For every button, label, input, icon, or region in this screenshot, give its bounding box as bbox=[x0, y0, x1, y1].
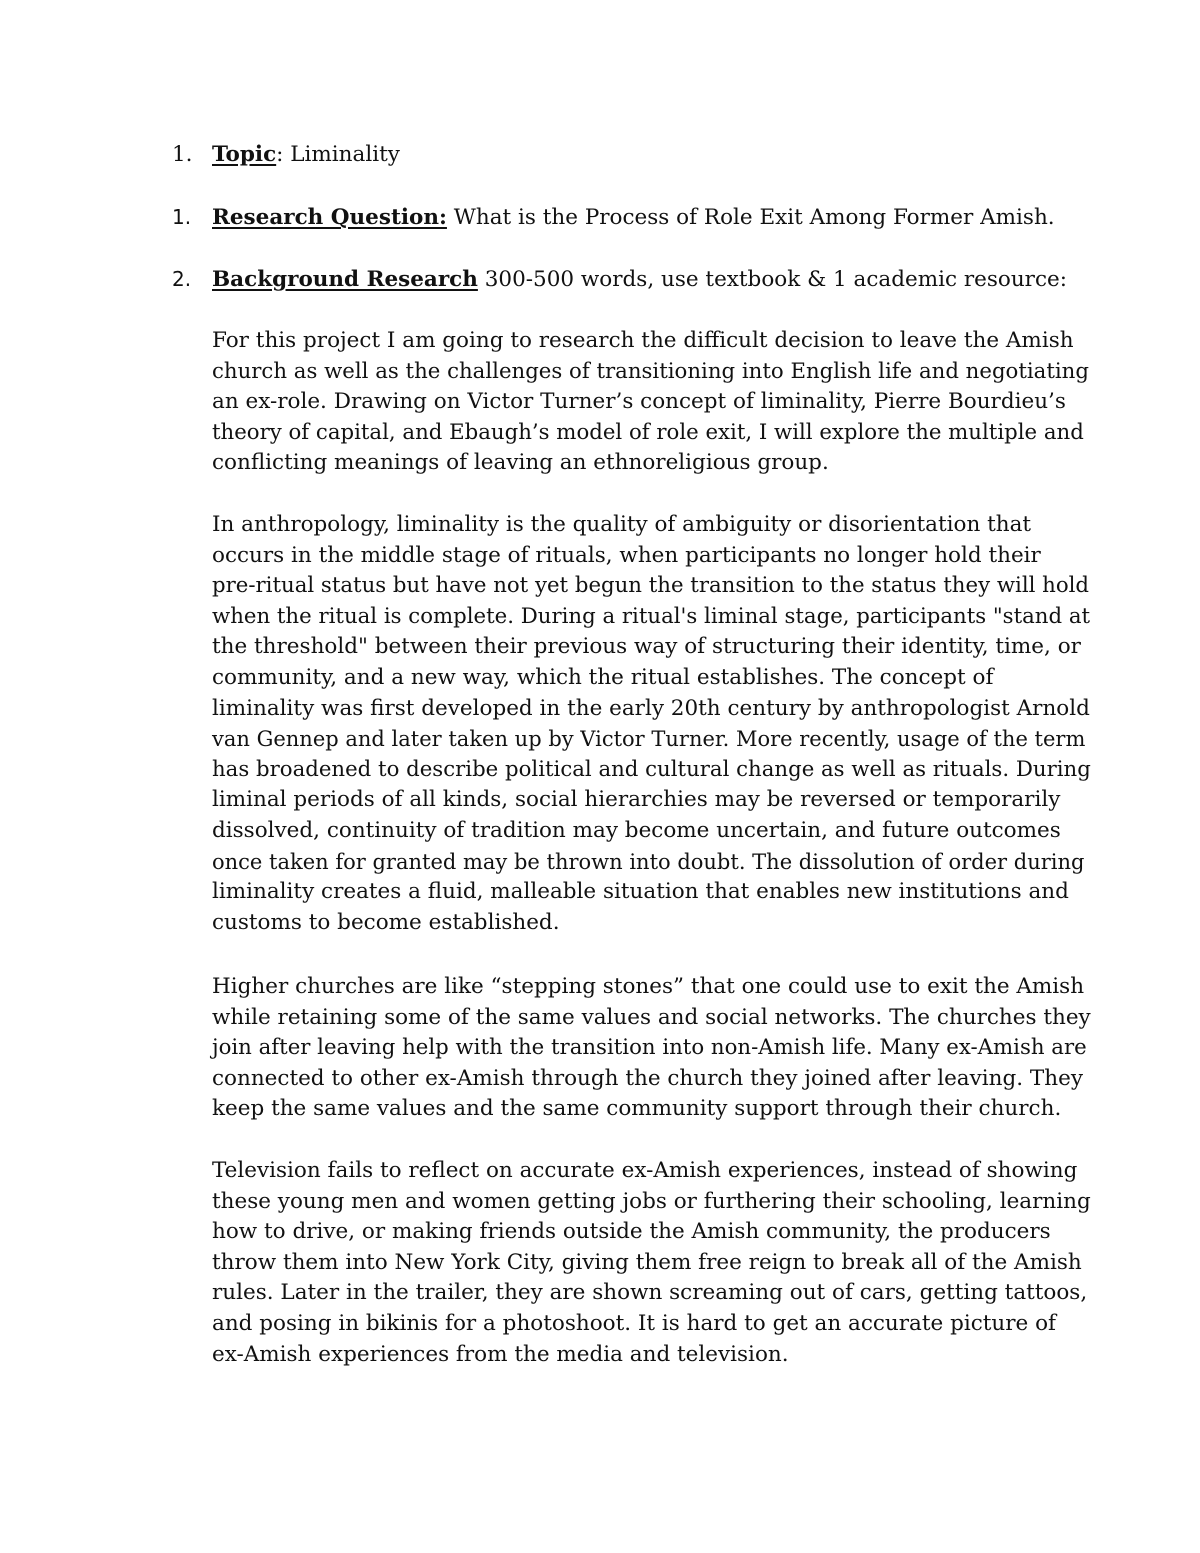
text-line: throw them into New York City, giving them free reign to break all of the Amish bbox=[212, 1249, 1082, 1275]
list-number: 2. bbox=[172, 267, 192, 291]
text-line: connected to other ex-Amish through the church they joined after leaving. They bbox=[212, 1065, 1083, 1091]
paragraph-television bbox=[212, 1156, 1092, 1370]
list-item-background-research bbox=[172, 264, 1067, 295]
text-line: an ex-role. Drawing on Victor Turner’s concept of liminality, Pierre Bourdieu’s bbox=[212, 389, 1066, 415]
text-line: when the ritual is complete. During a ritual's liminal stage, participants "stand at bbox=[212, 603, 1091, 629]
text-line: customs to become established. bbox=[212, 909, 560, 935]
background-research-label: Background Research bbox=[212, 267, 478, 292]
text-line: pre-ritual status but have not yet begun the transition to the status they will hold bbox=[212, 573, 1090, 599]
text-line: and posing in bikinis for a photoshoot. It is hard to get an accurate picture of bbox=[212, 1310, 1056, 1336]
text-line: occurs in the middle stage of rituals, when participants no longer hold their bbox=[212, 542, 1041, 568]
text-line: Television fails to reflect on accurate ex-Amish experiences, instead of showing bbox=[212, 1158, 1078, 1183]
text-line: join after leaving help with the transition into non-Amish life. Many ex-Amish are bbox=[212, 1035, 1087, 1061]
text-line: while retaining some of the same values and social networks. The churches they bbox=[212, 1004, 1091, 1030]
text-line: dissolved, continuity of tradition may become uncertain, and future outcomes bbox=[212, 817, 1061, 843]
text-line: ex-Amish experiences from the media and television. bbox=[212, 1341, 789, 1367]
text-line: van Gennep and later taken up by Victor Turner. More recently, usage of the term bbox=[212, 727, 1086, 752]
list-number: 1. bbox=[172, 142, 193, 167]
text-line: has broadened to describe political and cultural change as well as rituals. During bbox=[212, 756, 1091, 782]
research-question-label: Research Question: bbox=[212, 205, 447, 230]
research-question-text: What is the Process of Role Exit Among Former Amish. bbox=[446, 205, 1055, 230]
text-line: the threshold" between their previous way of structuring their identity, time, or bbox=[212, 634, 1081, 660]
text-line: these young men and women getting jobs or furthering their schooling, learning bbox=[212, 1188, 1091, 1214]
text-line: liminal periods of all kinds, social hierarchies may be reversed or temporarily bbox=[212, 787, 1061, 813]
background-research-text: 300-500 words, use textbook & 1 academic resource: bbox=[477, 267, 1067, 292]
list-number: 1. bbox=[172, 205, 192, 229]
text-line: keep the same values and the same community support through their church. bbox=[212, 1096, 1062, 1122]
paragraph-liminality bbox=[212, 510, 1092, 938]
text-line: conflicting meanings of leaving an ethnoreligious group. bbox=[212, 450, 829, 476]
text-line: In anthropology, liminality is the quality of ambiguity or disorientation that bbox=[212, 512, 1032, 537]
text-line: rules. Later in the trailer, they are shown screaming out of cars, getting tattoos, bbox=[212, 1280, 1088, 1306]
text-line: For this project I am going to research the difficult decision to leave the Amish bbox=[212, 328, 1074, 353]
text-line: liminality creates a fluid, malleable situation that enables new institutions and bbox=[212, 879, 1069, 905]
list-item-research-question bbox=[172, 202, 1055, 233]
topic-text: : Liminality bbox=[276, 142, 400, 167]
list-item-topic bbox=[172, 140, 400, 170]
paragraph-churches bbox=[212, 972, 1092, 1125]
text-line: theory of capital, and Ebaugh’s model of role exit, I will explore the multiple and bbox=[212, 419, 1084, 445]
text-line: church as well as the challenges of transitioning into English life and negotiating bbox=[212, 358, 1089, 384]
text-line: how to drive, or making friends outside the Amish community, the producers bbox=[212, 1219, 1051, 1245]
paragraph-intro bbox=[212, 326, 1092, 479]
topic-label: Topic bbox=[212, 142, 277, 167]
text-line: once taken for granted may be thrown into doubt. The dissolution of order during bbox=[212, 849, 1085, 874]
text-line: community, and a new way, which the ritual establishes. The concept of bbox=[212, 664, 994, 690]
text-line: liminality was first developed in the early 20th century by anthropologist Arnold bbox=[212, 695, 1090, 721]
text-line: Higher churches are like “stepping stones” that one could use to exit the Amish bbox=[212, 974, 1085, 999]
